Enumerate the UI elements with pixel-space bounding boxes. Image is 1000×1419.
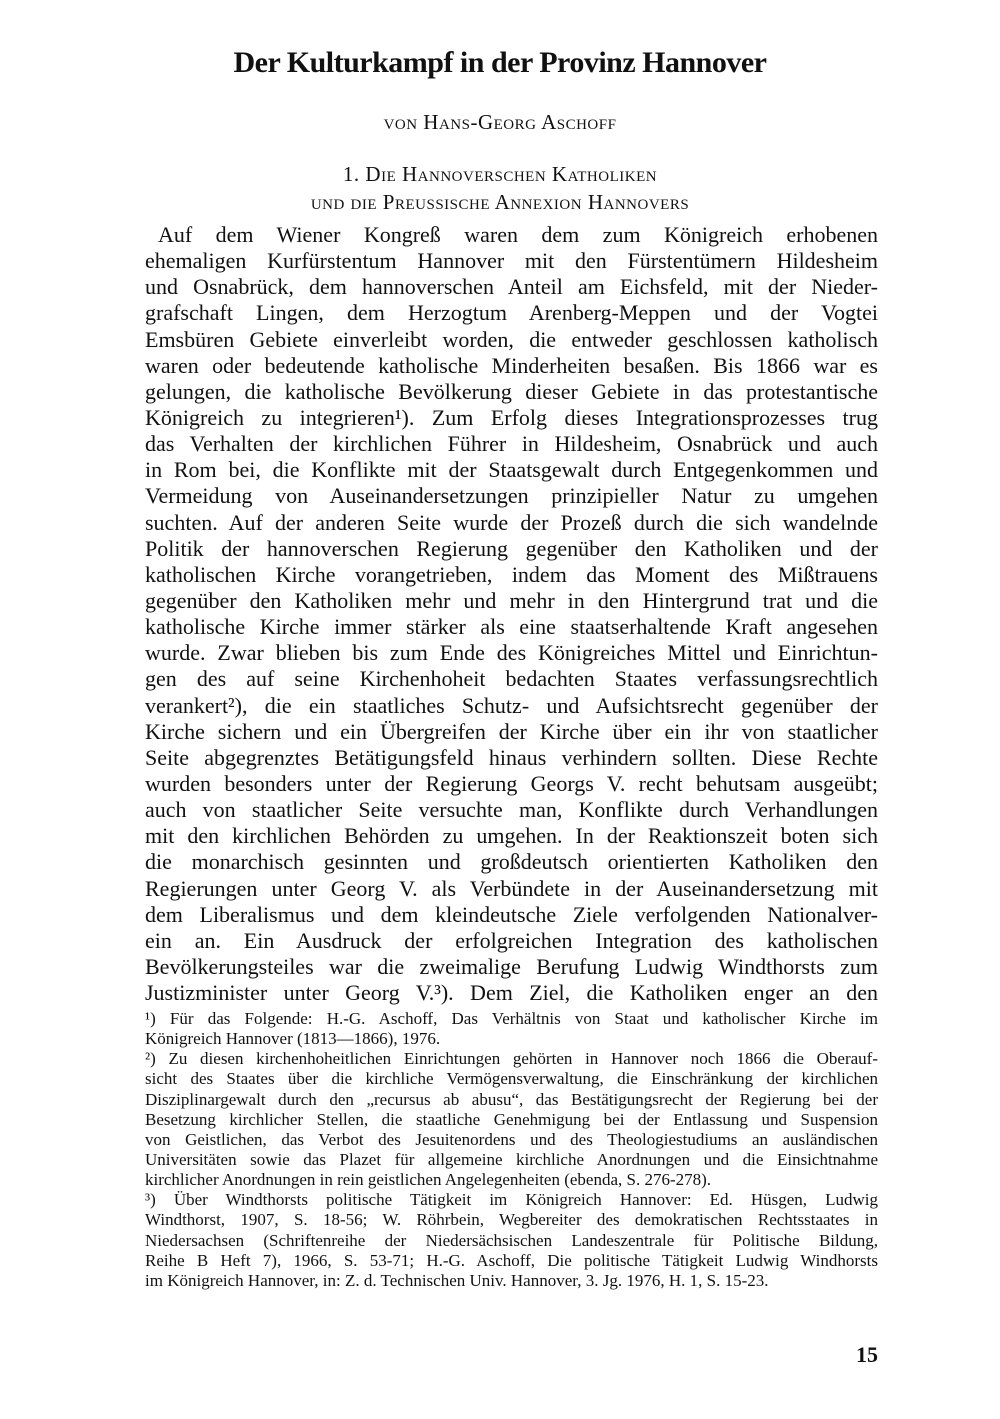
footnote-line: Disziplinargewalt durch den „recursus ab abusu“, das Bestätigungsrecht der Regierung bei der (145, 1089, 878, 1109)
body-line: Emsbüren Gebiete einverleibt worden, die entweder geschlossen katholisch (145, 326, 878, 352)
body-line: Bevölkerungsteiles war die zweimalige Berufung Ludwig Windthorsts zum (145, 953, 878, 979)
section-heading (0, 160, 1000, 216)
body-line: ehemaligen Kurfürstentum Hannover mit den Fürstentümern Hildesheim (145, 248, 878, 274)
footnote-line: ¹) Für das Folgende: H.-G. Aschoff, Das Verhältnis von Staat und katholischer Kirche im (145, 1009, 878, 1028)
section-heading-line: und die Preussische Annexion Hannovers (310, 190, 690, 214)
footnote-line: Besetzung kirchlicher Stellen, die staatliche Genehmigung bei der Entlassung und Suspension (145, 1109, 878, 1129)
body-line: gelungen, die katholische Bevölkerung dieser Gebiete in das protestantische (145, 378, 878, 404)
body-line: grafschaft Lingen, dem Herzogtum Arenberg-Meppen und der Vogtei (145, 300, 878, 326)
body-line: auch von staatlicher Seite versuchte man, Konflikte durch Verhandlungen (145, 797, 878, 823)
footnote-line: von Geistlichen, das Verbot des Jesuitenordens und des Theologiestudiums an ausländischen (145, 1129, 878, 1149)
body-line: Justizminister unter Georg V.³). Dem Ziel, die Katholiken enger an den (145, 980, 878, 1006)
body-line: wurde. Zwar blieben bis zum Ende des Königreiches Mittel und Einrichtun- (145, 640, 878, 666)
footnote-line: Windthorst, 1907, S. 18-56; W. Röhrbein, Wegbereiter des demokratischen Rechtsstaates in (145, 1210, 878, 1230)
body-line: wurden besonders unter der Regierung Georgs V. recht behutsam ausgeübt; (145, 770, 878, 796)
body-line: suchten. Auf der anderen Seite wurde der Prozeß durch die sich wandelnde (145, 509, 878, 535)
footnote-line: ³) Über Windthorsts politische Tätigkeit im Königreich Hannover: Ed. Hüsgen, Ludwig (145, 1190, 878, 1210)
body-line: gen des auf seine Kirchenhoheit bedachten Staates verfassungsrechtlich (145, 666, 878, 692)
footnotes (145, 1009, 878, 1291)
footnote-line: im Königreich Hannover, in: Z. d. Technischen Univ. Hannover, 3. Jg. 1976, H. 1, S. 15-23. (145, 1270, 769, 1290)
body-line: und Osnabrück, dem hannoverschen Anteil am Eichsfeld, mit der Nieder- (145, 274, 878, 300)
body-line: verankert²), die ein staatliches Schutz- und Aufsichtsrecht gegenüber der (145, 692, 878, 718)
footnote-line: sicht des Staates über die kirchliche Vermögensverwaltung, die Einschränkung der kirchlichen (145, 1069, 878, 1089)
body-text (145, 222, 878, 1006)
body-line: in Rom bei, die Konflikte mit der Staatsgewalt durch Entgegenkommen und (145, 457, 878, 483)
body-line: Auf dem Wiener Kongreß waren dem zum Königreich erhobenen (158, 222, 878, 247)
body-line: Königreich zu integrieren¹). Zum Erfolg dieses Integrationsprozesses trug (145, 404, 878, 430)
page-number: 15 (856, 1342, 878, 1367)
body-line: dem Liberalismus und dem kleindeutsche Ziele verfolgenden Nationalver- (145, 901, 878, 927)
body-line: Kirche sichern und ein Übergreifen der Kirche über ein ihr von staatlicher (145, 718, 878, 744)
section-heading-line: 1. Die Hannoverschen Katholiken (342, 162, 658, 186)
body-line: Vermeidung von Auseinandersetzungen prinzipieller Natur zu umgehen (145, 483, 878, 509)
article-author: von Hans-Georg Aschoff (383, 110, 617, 134)
footnote-line: Universitäten sowie das Plazet für allgemeine kirchliche Anordnungen und die Einsichtnahme (145, 1149, 878, 1169)
body-line: Regierungen unter Georg V. als Verbündete in der Auseinandersetzung mit (145, 875, 878, 901)
body-line: gegenüber den Katholiken mehr und mehr in den Hintergrund trat und die (145, 587, 878, 613)
body-line: mit den kirchlichen Behörden zu umgehen. In der Reaktionszeit boten sich (145, 823, 878, 849)
footnote-line: kirchlicher Anordnungen in rein geistlichen Angelegenheiten (ebenda, S. 276-278). (145, 1170, 712, 1190)
body-line: Politik der hannoverschen Regierung gegenüber den Katholiken und der (145, 535, 878, 561)
body-line: katholischen Kirche vorangetrieben, indem das Moment des Mißtrauens (145, 561, 878, 587)
body-line: das Verhalten der kirchlichen Führer in Hildesheim, Osnabrück und auch (145, 431, 878, 457)
body-line: waren oder bedeutende katholische Minderheiten besaßen. Bis 1866 war es (145, 352, 878, 378)
body-line: ein an. Ein Ausdruck der erfolgreichen Integration des katholischen (145, 927, 878, 953)
footnote-line: Niedersachsen (Schriftenreihe der Niedersächsischen Landeszentrale für Politische Bildung, (145, 1230, 878, 1250)
article-title: Der Kulturkampf in der Provinz Hannover (233, 46, 767, 79)
body-line: katholische Kirche immer stärker als eine staatserhaltende Kraft angesehen (145, 614, 878, 640)
footnote-line: Königreich Hannover (1813—1866), 1976. (145, 1029, 441, 1049)
body-line: Seite abgegrenztes Betätigungsfeld hinaus verhindern sollten. Diese Rechte (145, 744, 878, 770)
body-line: die monarchisch gesinnten und großdeutsch orientierten Katholiken den (145, 849, 878, 875)
footnote-line: Reihe B Heft 7), 1966, S. 53-71; H.-G. Aschoff, Die politische Tätigkeit Ludwig Windhorsts (145, 1250, 878, 1270)
footnote-line: ²) Zu diesen kirchenhoheitlichen Einrichtungen gehörten in Hannover noch 1866 die Oberauf- (145, 1049, 878, 1069)
